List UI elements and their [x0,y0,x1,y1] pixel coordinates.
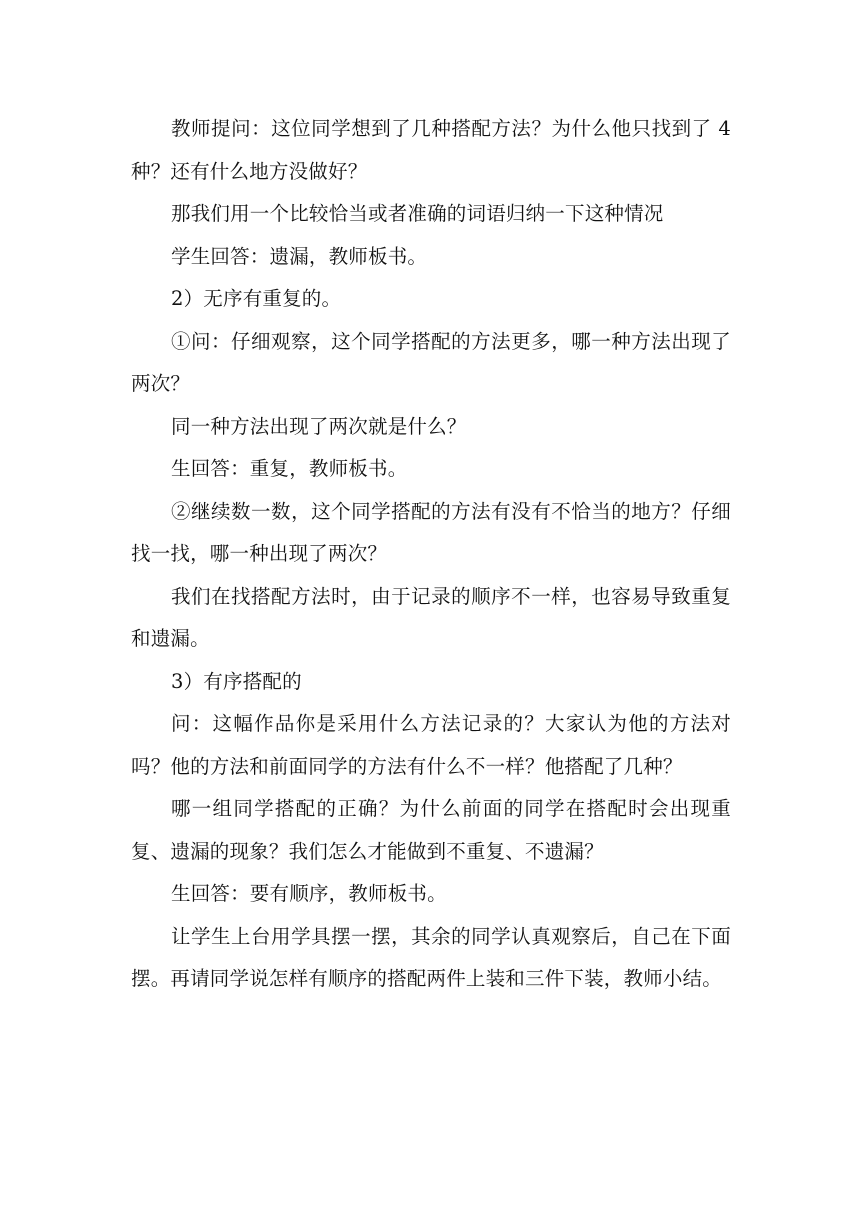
paragraph-correct-group-question: 哪一组同学搭配的正确？为什么前面的同学在搭配时会出现重复、遗漏的现象？我们怎么才能做到不重复、不遗漏？ [131,797,731,863]
paragraph-teacher-question: 教师提问：这位同学想到了几种搭配方法？为什么他只找到了 4 种？还有什么地方没做好？ [131,117,731,183]
paragraph-student-answer-omission: 学生回答：遗漏，教师板书。 [171,244,428,268]
paragraph-record-order-note: 我们在找搭配方法时，由于记录的顺序不一样，也容易导致重复和遗漏。 [131,584,731,650]
document-body [131,108,731,1001]
paragraph-student-answer-repeat: 生回答：重复，教师板书。 [171,457,408,480]
paragraph-student-answer-order: 生回答：要有顺序，教师板书。 [171,882,447,905]
paragraph-method-question: 问：这幅作品你是采用什么方法记录的？大家认为他的方法对吗？他的方法和前面同学的方法有什么不一样？他搭配了几种？ [131,712,731,778]
paragraph-question-2: ②继续数一数，这个同学搭配的方法有没有不恰当的地方？仔细找一找，哪一种出现了两次？ [131,499,731,565]
paragraph-section-2-heading: 2）无序有重复的。 [171,287,342,310]
paragraph-hands-on-activity: 让学生上台用学具摆一摆，其余的同学认真观察后，自己在下面摆。再请同学说怎样有顺序的搭配两件上装和三件下装，教师小结。 [131,924,731,990]
paragraph-summarize-prompt: 那我们用一个比较恰当或者准确的词语归纳一下这种情况 [171,202,664,225]
paragraph-repeat-question: 同一种方法出现了两次就是什么？ [171,414,467,438]
paragraph-section-3-heading: 3）有序搭配的 [171,669,302,693]
paragraph-question-1: ①问：仔细观察，这个同学搭配的方法更多，哪一种方法出现了两次？ [131,329,731,395]
